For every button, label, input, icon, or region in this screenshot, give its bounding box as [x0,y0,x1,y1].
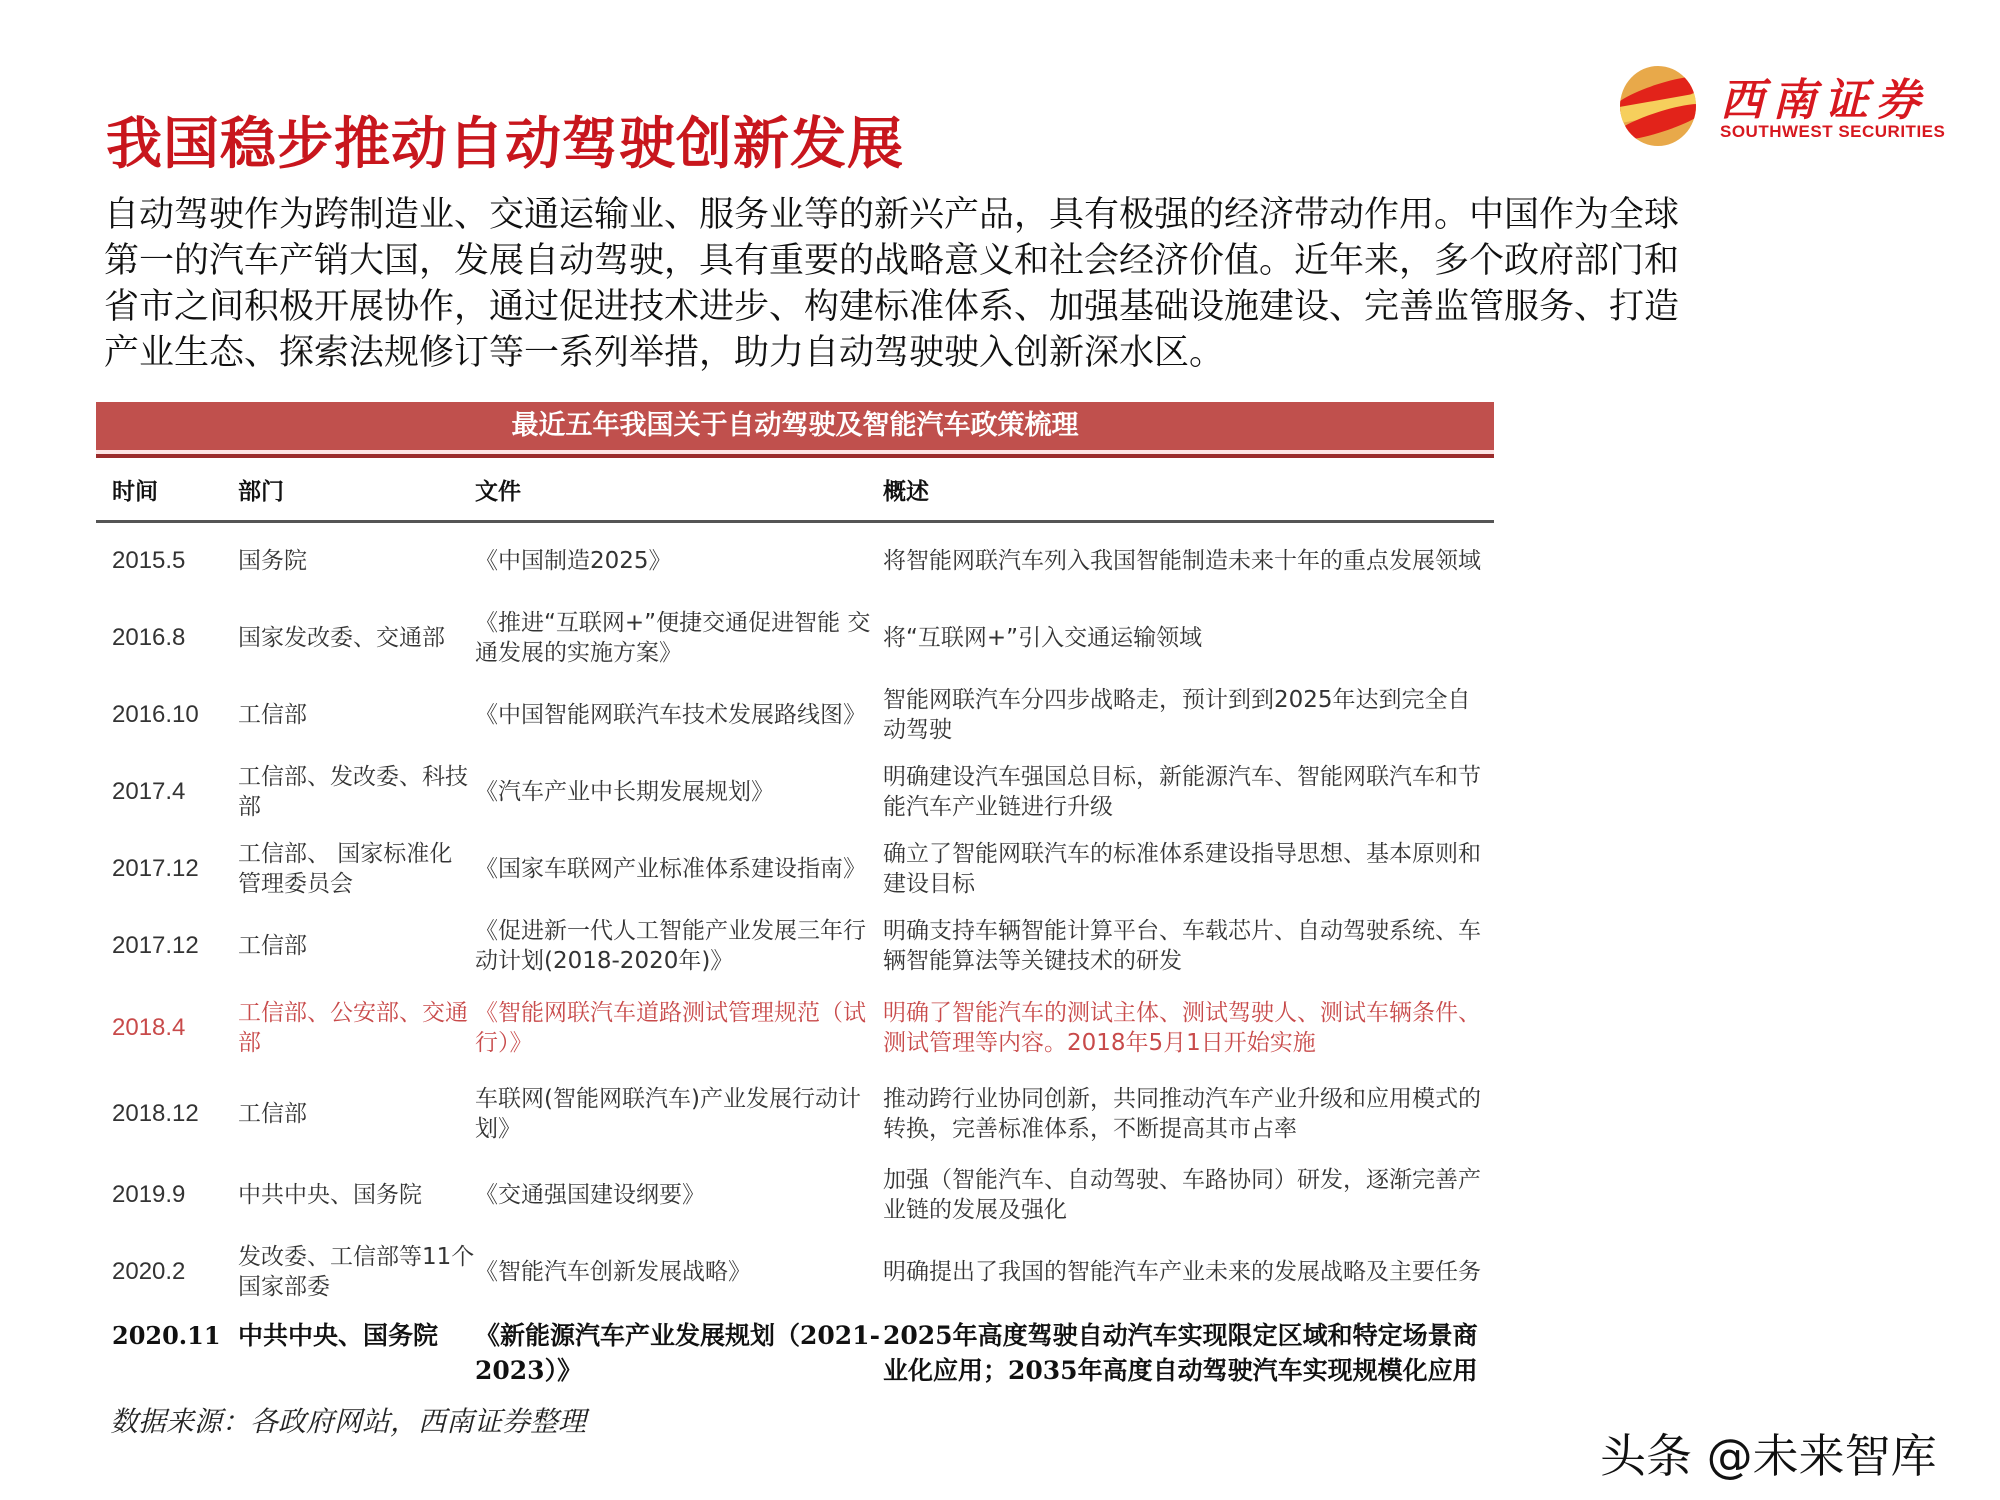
cell-doc: 《促进新一代人工智能产业发展三年行动计划(2018-2020年)》 [475,917,866,974]
table-row [96,599,1494,676]
table-row [96,907,1494,984]
cell-doc: 《新能源汽车产业发展规划（2021-2023）》 [475,1321,880,1385]
cell-dept: 发改委、工信部等11个国家部委 [238,1243,475,1300]
cell-time: 2017.4 [112,777,186,805]
cell-desc: 2025年高度驾驶自动汽车实现限定区域和特定场景商业化应用；2035年高度自动驾驶汽车实现规模化应用 [883,1321,1478,1385]
cell-desc: 加强（智能汽车、自动驾驶、车路协同）研发，逐渐完善产业链的发展及强化 [883,1166,1481,1223]
intro-line: 产业生态、探索法规修订等一系列举措，助力自动驾驶驶入创新深水区。 [104,333,1225,373]
watermark: 头条 @未来智库 [1600,1429,1937,1483]
table-body [96,523,1494,1428]
cell-doc: 《汽车产业中长期发展规划》 [475,778,774,805]
logo-chinese-name: 西南证券 [1720,75,1928,126]
cell-desc: 推动跨行业协同创新，共同推动汽车产业升级和应用模式的转换，完善标准体系，不断提高其市占率 [883,1086,1481,1142]
data-source-note: 数据来源：各政府网站，西南证券整理 [110,1405,587,1438]
cell-dept: 工信部、发改委、科技部 [238,763,468,820]
column-header-desc: 概述 [883,478,929,505]
cell-time: 2017.12 [112,931,199,959]
cell-dept: 中共中央、国务院 [238,1321,439,1350]
cell-time: 2018.12 [112,1100,199,1127]
cell-dept: 国务院 [238,548,307,574]
cell-time: 2018.4 [112,1014,186,1041]
cell-desc: 明确支持车辆智能计算平台、车载芯片、自动驾驶系统、车辆智能算法等关键技术的研发 [883,917,1481,974]
company-logo [1620,62,1970,152]
cell-doc: 《推进“互联网+”便捷交通促进智能 交通发展的实施方案》 [475,609,871,666]
cell-time: 2015.5 [112,547,186,574]
cell-time: 2020.2 [112,1257,186,1285]
cell-dept: 工信部 [238,1101,307,1127]
table-row [96,523,1494,599]
cell-dept: 工信部 [238,932,307,959]
cell-time: 2019.9 [112,1180,186,1208]
cell-desc: 智能网联汽车分四步战略走，预计到到2025年达到完全自动驾驶 [883,686,1471,743]
intro-line: 第一的汽车产销大国，发展自动驾驶，具有重要的战略意义和社会经济价值。近年来，多个政府部门和 [104,241,1680,281]
table-row [96,1072,1494,1156]
table-row [96,830,1494,907]
table-row [96,753,1494,830]
cell-doc: 《国家车联网产业标准体系建设指南》 [475,855,866,882]
cell-desc: 将智能网联汽车列入我国智能制造未来十年的重点发展领域 [883,548,1481,574]
cell-desc: 明确提出了我国的智能汽车产业未来的发展战略及主要任务 [883,1258,1481,1285]
cell-doc: 《中国制造2025》 [475,548,672,574]
column-header-time: 时间 [112,478,158,505]
cell-doc: 车联网(智能网联汽车)产业发展行动计划》 [475,1086,861,1142]
cell-doc: 《智能汽车创新发展战略》 [475,1258,751,1285]
cell-doc: 《交通强国建设纲要》 [475,1181,705,1208]
cell-dept: 国家发改委、交通部 [238,624,445,651]
cell-desc: 明确建设汽车强国总目标，新能源汽车、智能网联汽车和节能汽车产业链进行升级 [883,763,1481,820]
cell-dept: 工信部 [238,701,307,728]
cell-desc: 明确了智能汽车的测试主体、测试驾驶人、测试车辆条件、测试管理等内容。2018年5月1日开始实施 [883,1000,1481,1056]
cell-time: 2016.10 [112,700,199,728]
intro-paragraph [104,192,1864,376]
table-caption: 最近五年我国关于自动驾驶及智能汽车政策梳理 [96,402,1494,454]
table-row [96,984,1494,1072]
policy-table [96,402,1494,1428]
table-row [96,1156,1494,1233]
cell-dept: 工信部、公安部、交通部 [238,1000,468,1056]
intro-line: 自动驾驶作为跨制造业、交通运输业、服务业等的新兴产品，具有极强的经济带动作用。中国作为全球 [104,195,1680,235]
logo-english-name: SOUTHWEST SECURITIES [1720,122,1946,141]
table-header-row [96,458,1494,523]
cell-dept: 中共中央、国务院 [238,1181,422,1208]
intro-line: 省市之间积极开展协作，通过促进技术进步、构建标准体系、加强基础设施建设、完善监管服务、打造 [104,287,1680,327]
cell-time: 2020.11 [112,1321,221,1350]
cell-doc: 《中国智能网联汽车技术发展路线图》 [475,701,866,728]
cell-desc: 将“互联网+”引入交通运输领域 [883,624,1203,651]
cell-time: 2016.8 [112,623,186,651]
table-row [96,676,1494,753]
cell-doc: 《智能网联汽车道路测试管理规范（试行）》 [475,1000,866,1056]
cell-desc: 确立了智能网联汽车的标准体系建设指导思想、基本原则和建设目标 [883,840,1481,897]
southwest-securities-logo-icon [1620,66,1696,146]
column-header-doc: 文件 [475,478,521,505]
page-title: 我国稳步推动自动驾驶创新发展 [106,112,904,177]
column-header-dept: 部门 [238,478,284,505]
table-row [96,1233,1494,1310]
cell-time: 2017.12 [112,854,199,882]
cell-dept: 工信部、 国家标准化管理委员会 [238,840,453,897]
